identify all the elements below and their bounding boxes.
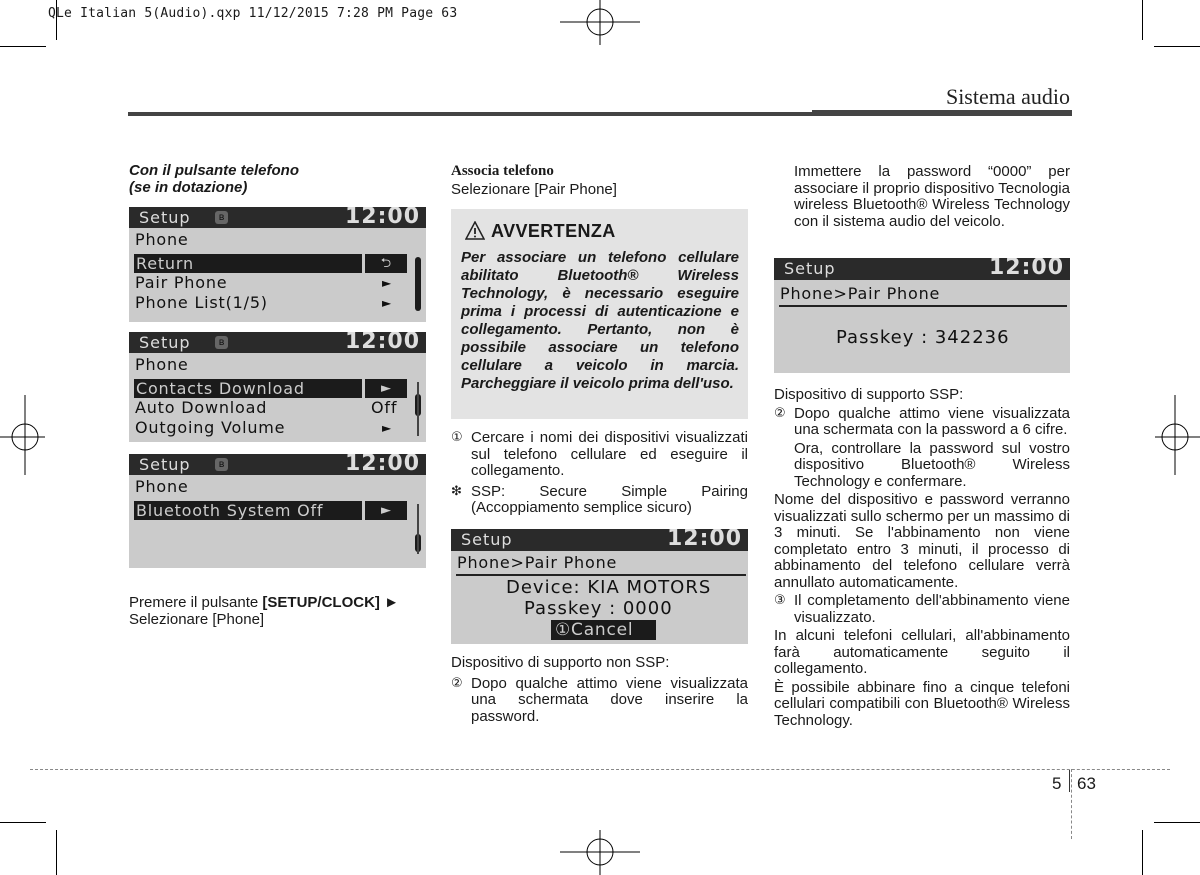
warning-icon	[465, 221, 485, 240]
lcd-subtitle: Phone	[135, 355, 189, 374]
heading-line: Con il pulsante telefono	[129, 162, 300, 179]
bluetooth-icon: ʙ	[215, 458, 228, 471]
crop-mark	[1142, 0, 1143, 40]
lcd-subtitle: Phone	[135, 230, 189, 249]
bluetooth-icon: ʙ	[215, 211, 228, 224]
paragraph: Dispositivo di supporto non SSP:	[451, 654, 670, 671]
crop-mark	[1154, 822, 1200, 823]
warning-box	[451, 209, 748, 419]
col1-instructions	[129, 595, 426, 628]
page-number: 63	[1077, 774, 1096, 793]
lcd-status-bar	[451, 529, 748, 551]
auto-download-value: Off	[371, 398, 398, 417]
lcd-clock: 12:00	[344, 332, 420, 354]
lcd-status-bar	[774, 258, 1070, 280]
lcd-subtitle: Phone>Pair Phone	[457, 553, 618, 572]
menu-item-label: Bluetooth System Off	[136, 501, 324, 520]
instruction-line: Selezionare [Pair Phone]	[451, 181, 617, 198]
lcd-clock: 12:00	[666, 529, 742, 551]
crop-mark	[0, 822, 46, 823]
footer-vertical-rule	[1071, 769, 1072, 839]
scrollbar[interactable]	[415, 257, 421, 311]
crop-mark	[56, 830, 57, 875]
menu-item-return[interactable]	[134, 254, 362, 273]
cancel-button[interactable]	[551, 620, 656, 640]
ssp-note	[451, 484, 748, 517]
crop-mark	[0, 46, 46, 47]
note-marker: ❇	[451, 483, 462, 499]
arrow-right-icon: ►	[365, 501, 407, 520]
menu-item-pair-phone[interactable]: Pair Phone	[135, 273, 228, 292]
scrollbar-track	[417, 382, 419, 436]
lcd-clock: 12:00	[344, 207, 420, 229]
arrow-right-icon: ►	[365, 379, 407, 398]
lcd-title: Setup	[461, 530, 513, 549]
lcd-subtitle: Phone	[135, 477, 189, 496]
col3-intro: Immettere la password “0000” per associare il proprio dispositivo Tecnologia wireless Bluetooth® Wireless Technology con il sistema audio del veicolo.	[794, 163, 1070, 230]
lcd-screen-phone-menu	[129, 207, 426, 322]
lcd-status-bar	[129, 332, 426, 353]
menu-item-phone-list[interactable]: Phone List(1/5)	[135, 293, 268, 312]
device-name: Device: KIA MOTORS	[506, 577, 712, 598]
passkey: Passkey : 0000	[524, 598, 673, 619]
step-marker: ②	[774, 405, 786, 421]
lcd-clock: 12:00	[344, 454, 420, 476]
col2-steps	[451, 430, 748, 517]
arrow-right-icon: ►	[382, 276, 392, 290]
lcd-subtitle: Phone>Pair Phone	[780, 284, 941, 303]
lcd-title: Setup	[139, 208, 191, 227]
divider	[779, 305, 1067, 307]
page-number-separator	[1069, 770, 1070, 792]
arrow-right-icon: ►	[382, 421, 392, 435]
registration-mark-bottom	[560, 830, 640, 875]
divider	[456, 574, 746, 576]
bluetooth-icon: ʙ	[215, 336, 228, 349]
menu-item-outgoing-volume[interactable]: Outgoing Volume	[135, 418, 286, 437]
lcd-screen-passkey	[774, 258, 1070, 373]
step-2	[451, 676, 748, 726]
section-number: 5	[1052, 774, 1062, 793]
footer-rule	[30, 769, 1170, 770]
paragraph: Nome del dispositivo e password verranno visualizzati sullo schermo per un massimo di 3 minuti. Se l'abbinamento non viene completato entro 3 minuti, il processo di abbinamento del telefono cellulare verrà annullato automaticamente.	[774, 491, 1070, 591]
section-title: Sistema audio	[945, 84, 1070, 109]
crop-mark	[1142, 830, 1143, 875]
col3-body	[774, 387, 1070, 729]
lcd-status-bar	[129, 207, 426, 228]
button-reference: [SETUP/CLOCK] ►	[262, 594, 399, 611]
warning-text: Per associare un telefono cellulare abilitato Bluetooth® Wireless Technology, è necessario eseguire prima i processi di autenticazione e collegamento. Pertanto, non è possibile associare un telefono cellulare a veicolo in marcia. Parcheggiare il veicolo prima dell'uso.	[461, 249, 739, 392]
arrow-right-icon: ►	[382, 296, 392, 310]
title-rule-accent	[812, 110, 1072, 116]
step-text: Dopo qualche attimo viene visualizzata una schermata con la password a 6 cifre.	[794, 404, 1070, 438]
step-text: Cercare i nomi dei dispositivi visualizzati sul telefono cellulare ed eseguire il collegamento.	[471, 429, 748, 479]
warning-title: AVVERTENZA	[491, 221, 616, 241]
step-marker: ①	[451, 430, 463, 445]
passkey: Passkey : 342236	[836, 327, 1010, 348]
cancel-label: ①Cancel	[555, 620, 634, 640]
paragraph: È possibile abbinare fino a cinque telefoni cellulari compatibili con Bluetooth® Wireless Technology.	[774, 678, 1070, 729]
lcd-screen-phone-menu-2	[129, 332, 426, 442]
step-3	[774, 593, 1070, 626]
step-text: Il completamento dell'abbinamento viene visualizzato.	[794, 592, 1070, 626]
lcd-clock: 12:00	[988, 258, 1064, 280]
lcd-status-bar	[129, 454, 426, 475]
registration-mark-top	[560, 0, 640, 45]
paragraph: Dispositivo di supporto SSP:	[774, 386, 964, 403]
step-text: Dopo qualche attimo viene visualizzata una schermata dove inserire la password.	[471, 674, 748, 725]
file-header: QLe Italian 5(Audio).qxp 11/12/2015 7:28 PM Page 63	[48, 6, 458, 21]
subsection-heading: Associa telefono	[451, 163, 554, 179]
col2-non-ssp	[451, 655, 748, 725]
col2-heading	[451, 163, 748, 199]
crop-mark	[1154, 46, 1200, 47]
lcd-screen-bluetooth-off	[129, 454, 426, 568]
instruction-text: Premere il pulsante	[129, 594, 263, 611]
paragraph: In alcuni telefoni cellulari, all'abbinamento farà automaticamente seguito il collegamento.	[774, 627, 1070, 677]
lcd-title: Setup	[784, 259, 836, 278]
lcd-screen-pair-phone	[451, 529, 748, 644]
return-icon: ⮌	[365, 254, 407, 273]
col1-heading	[129, 163, 426, 196]
instruction-line	[129, 595, 426, 612]
step-marker: ③	[774, 593, 786, 608]
menu-item-auto-download[interactable]: Auto Download	[135, 398, 268, 417]
menu-item-label: Contacts Download	[136, 379, 305, 398]
step-text: Ora, controllare la password sul vostro dispositivo Bluetooth® Wireless Technology e confermare.	[794, 439, 1070, 490]
heading-line: (se in dotazione)	[129, 178, 248, 196]
step-marker: ②	[451, 675, 463, 691]
registration-mark-left	[0, 395, 45, 475]
lcd-title: Setup	[139, 333, 191, 352]
scrollbar-track	[417, 504, 419, 554]
step-1	[451, 430, 748, 480]
step-2	[774, 406, 1070, 439]
menu-item-label: Return	[136, 254, 194, 273]
instruction-line: Selezionare [Phone]	[129, 610, 265, 628]
lcd-title: Setup	[139, 455, 191, 474]
menu-item-bluetooth-system-off[interactable]	[134, 501, 362, 520]
menu-item-contacts-download[interactable]	[134, 379, 362, 398]
note-text: SSP: Secure Simple Pairing (Accoppiamento semplice sicuro)	[471, 482, 748, 516]
registration-mark-right	[1155, 395, 1200, 475]
